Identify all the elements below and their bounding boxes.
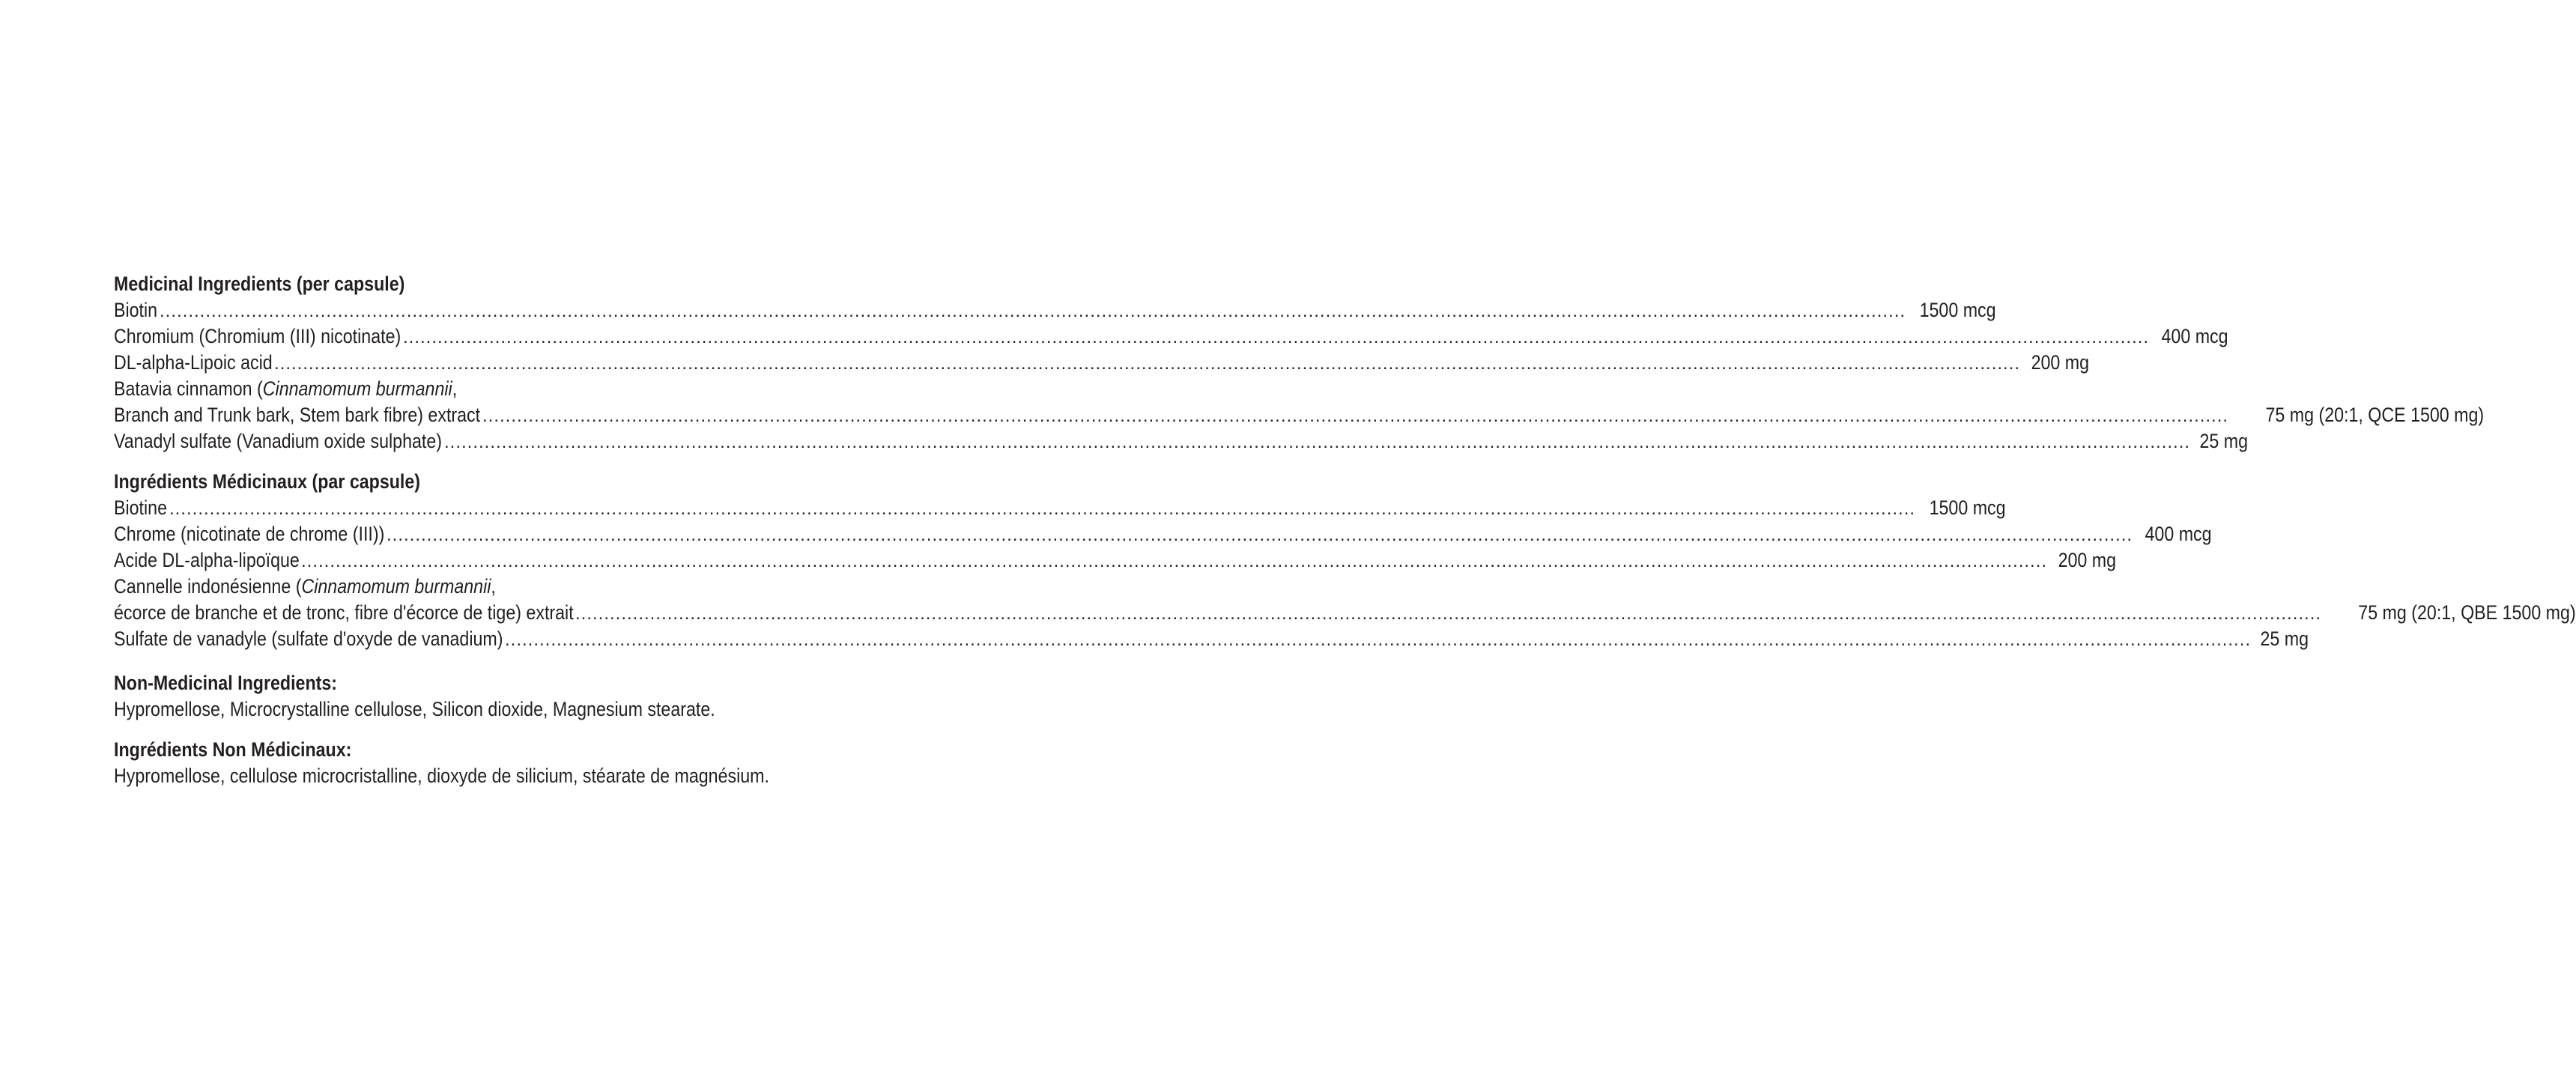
dot-leader xyxy=(387,522,2133,548)
ingredient-line xyxy=(114,547,2117,574)
dot-leader xyxy=(444,429,2190,455)
ingredient-line xyxy=(114,428,2249,455)
ingredient-amount: 200 mg xyxy=(2031,351,2090,374)
ingredient-name: écorce de branche et de tronc, fibre d'écorce de tige) extrait xyxy=(114,601,574,624)
ingredient-line xyxy=(114,350,2090,376)
ingredient-name: Branch and Trunk bark, Stem bark fibre) extract xyxy=(114,404,481,426)
medicinal-ingredients-heading: Medicinal Ingredients (per capsule) xyxy=(114,273,405,295)
ingredient-amount: 400 mcg xyxy=(2161,325,2228,347)
non-medicinaux-text: Hypromellose, cellulose microcristalline, dioxyde de silicium, stéarate de magnésium. xyxy=(114,765,769,787)
non-medicinaux-section xyxy=(114,737,961,789)
dot-leader xyxy=(301,548,2047,574)
cinnamon-line-1 xyxy=(114,376,961,402)
cinnamon-line-2 xyxy=(114,402,2485,428)
ingredient-amount: 25 mg xyxy=(2199,430,2249,452)
ingredient-line xyxy=(114,323,2228,350)
ingredient-line xyxy=(114,495,2006,521)
ingredient-name: Chromium (Chromium (III) nicotinate) xyxy=(114,325,401,347)
cinnamon-line-1 xyxy=(114,574,961,600)
ingredient-name: DL-alpha-Lipoic acid xyxy=(114,351,273,374)
ingredient-name: Biotine xyxy=(114,496,168,519)
non-medicinaux-heading: Ingrédients Non Médicinaux: xyxy=(114,738,352,761)
ingredient-name: Sulfate de vanadyle (sulfate d'oxyde de vanadium) xyxy=(114,627,503,650)
cinnamon-suffix: , xyxy=(452,377,458,400)
ingredient-name: Chrome (nicotinate de chrome (III)) xyxy=(114,523,385,545)
ingredient-amount: 200 mg xyxy=(2058,549,2117,571)
non-medicinal-section xyxy=(114,670,961,723)
ingredient-amount: 75 mg (20:1, QCE 1500 mg) xyxy=(2265,404,2485,426)
cinnamon-line-2 xyxy=(114,600,2576,626)
ingredient-name: Acide DL-alpha-lipoïque xyxy=(114,549,300,571)
ingredient-line xyxy=(114,626,2309,652)
ingredient-line xyxy=(114,297,1996,323)
dot-leader xyxy=(160,298,1906,324)
ingredient-name: Biotin xyxy=(114,299,158,321)
cinnamon-prefix: Batavia cinnamon ( xyxy=(114,377,263,400)
ingredients-panel xyxy=(114,271,2576,789)
ingredient-amount: 25 mg xyxy=(2260,627,2309,650)
dot-leader xyxy=(403,324,2149,350)
ingredient-line xyxy=(114,521,2212,547)
cinnamon-latin-name: Cinnamomum burmannii xyxy=(262,377,452,400)
medicinal-ingredients-section xyxy=(114,271,2485,455)
non-medicinal-heading: Non-Medicinal Ingredients: xyxy=(114,672,338,694)
ingredient-amount: 1500 mcg xyxy=(1929,496,2006,519)
dot-leader xyxy=(575,601,2321,627)
cinnamon-latin-name: Cinnamomum burmannii xyxy=(301,575,491,598)
dot-leader xyxy=(482,403,2228,429)
dot-leader xyxy=(274,350,2020,377)
ingredient-amount: 400 mcg xyxy=(2145,523,2212,545)
dot-leader xyxy=(169,496,1915,522)
cinnamon-prefix: Cannelle indonésienne ( xyxy=(114,575,302,598)
medicinaux-heading: Ingrédients Médicinaux (par capsule) xyxy=(114,470,421,493)
dot-leader xyxy=(505,627,2251,653)
ingredient-amount: 75 mg (20:1, QBE 1500 mg) xyxy=(2358,601,2576,624)
non-medicinal-text: Hypromellose, Microcrystalline cellulose, Silicon dioxide, Magnesium stearate. xyxy=(114,698,715,720)
ingredient-amount: 1500 mcg xyxy=(1919,299,1996,321)
medicinaux-section xyxy=(114,469,2576,652)
ingredient-name: Vanadyl sulfate (Vanadium oxide sulphate) xyxy=(114,430,443,452)
cinnamon-suffix: , xyxy=(491,575,496,598)
